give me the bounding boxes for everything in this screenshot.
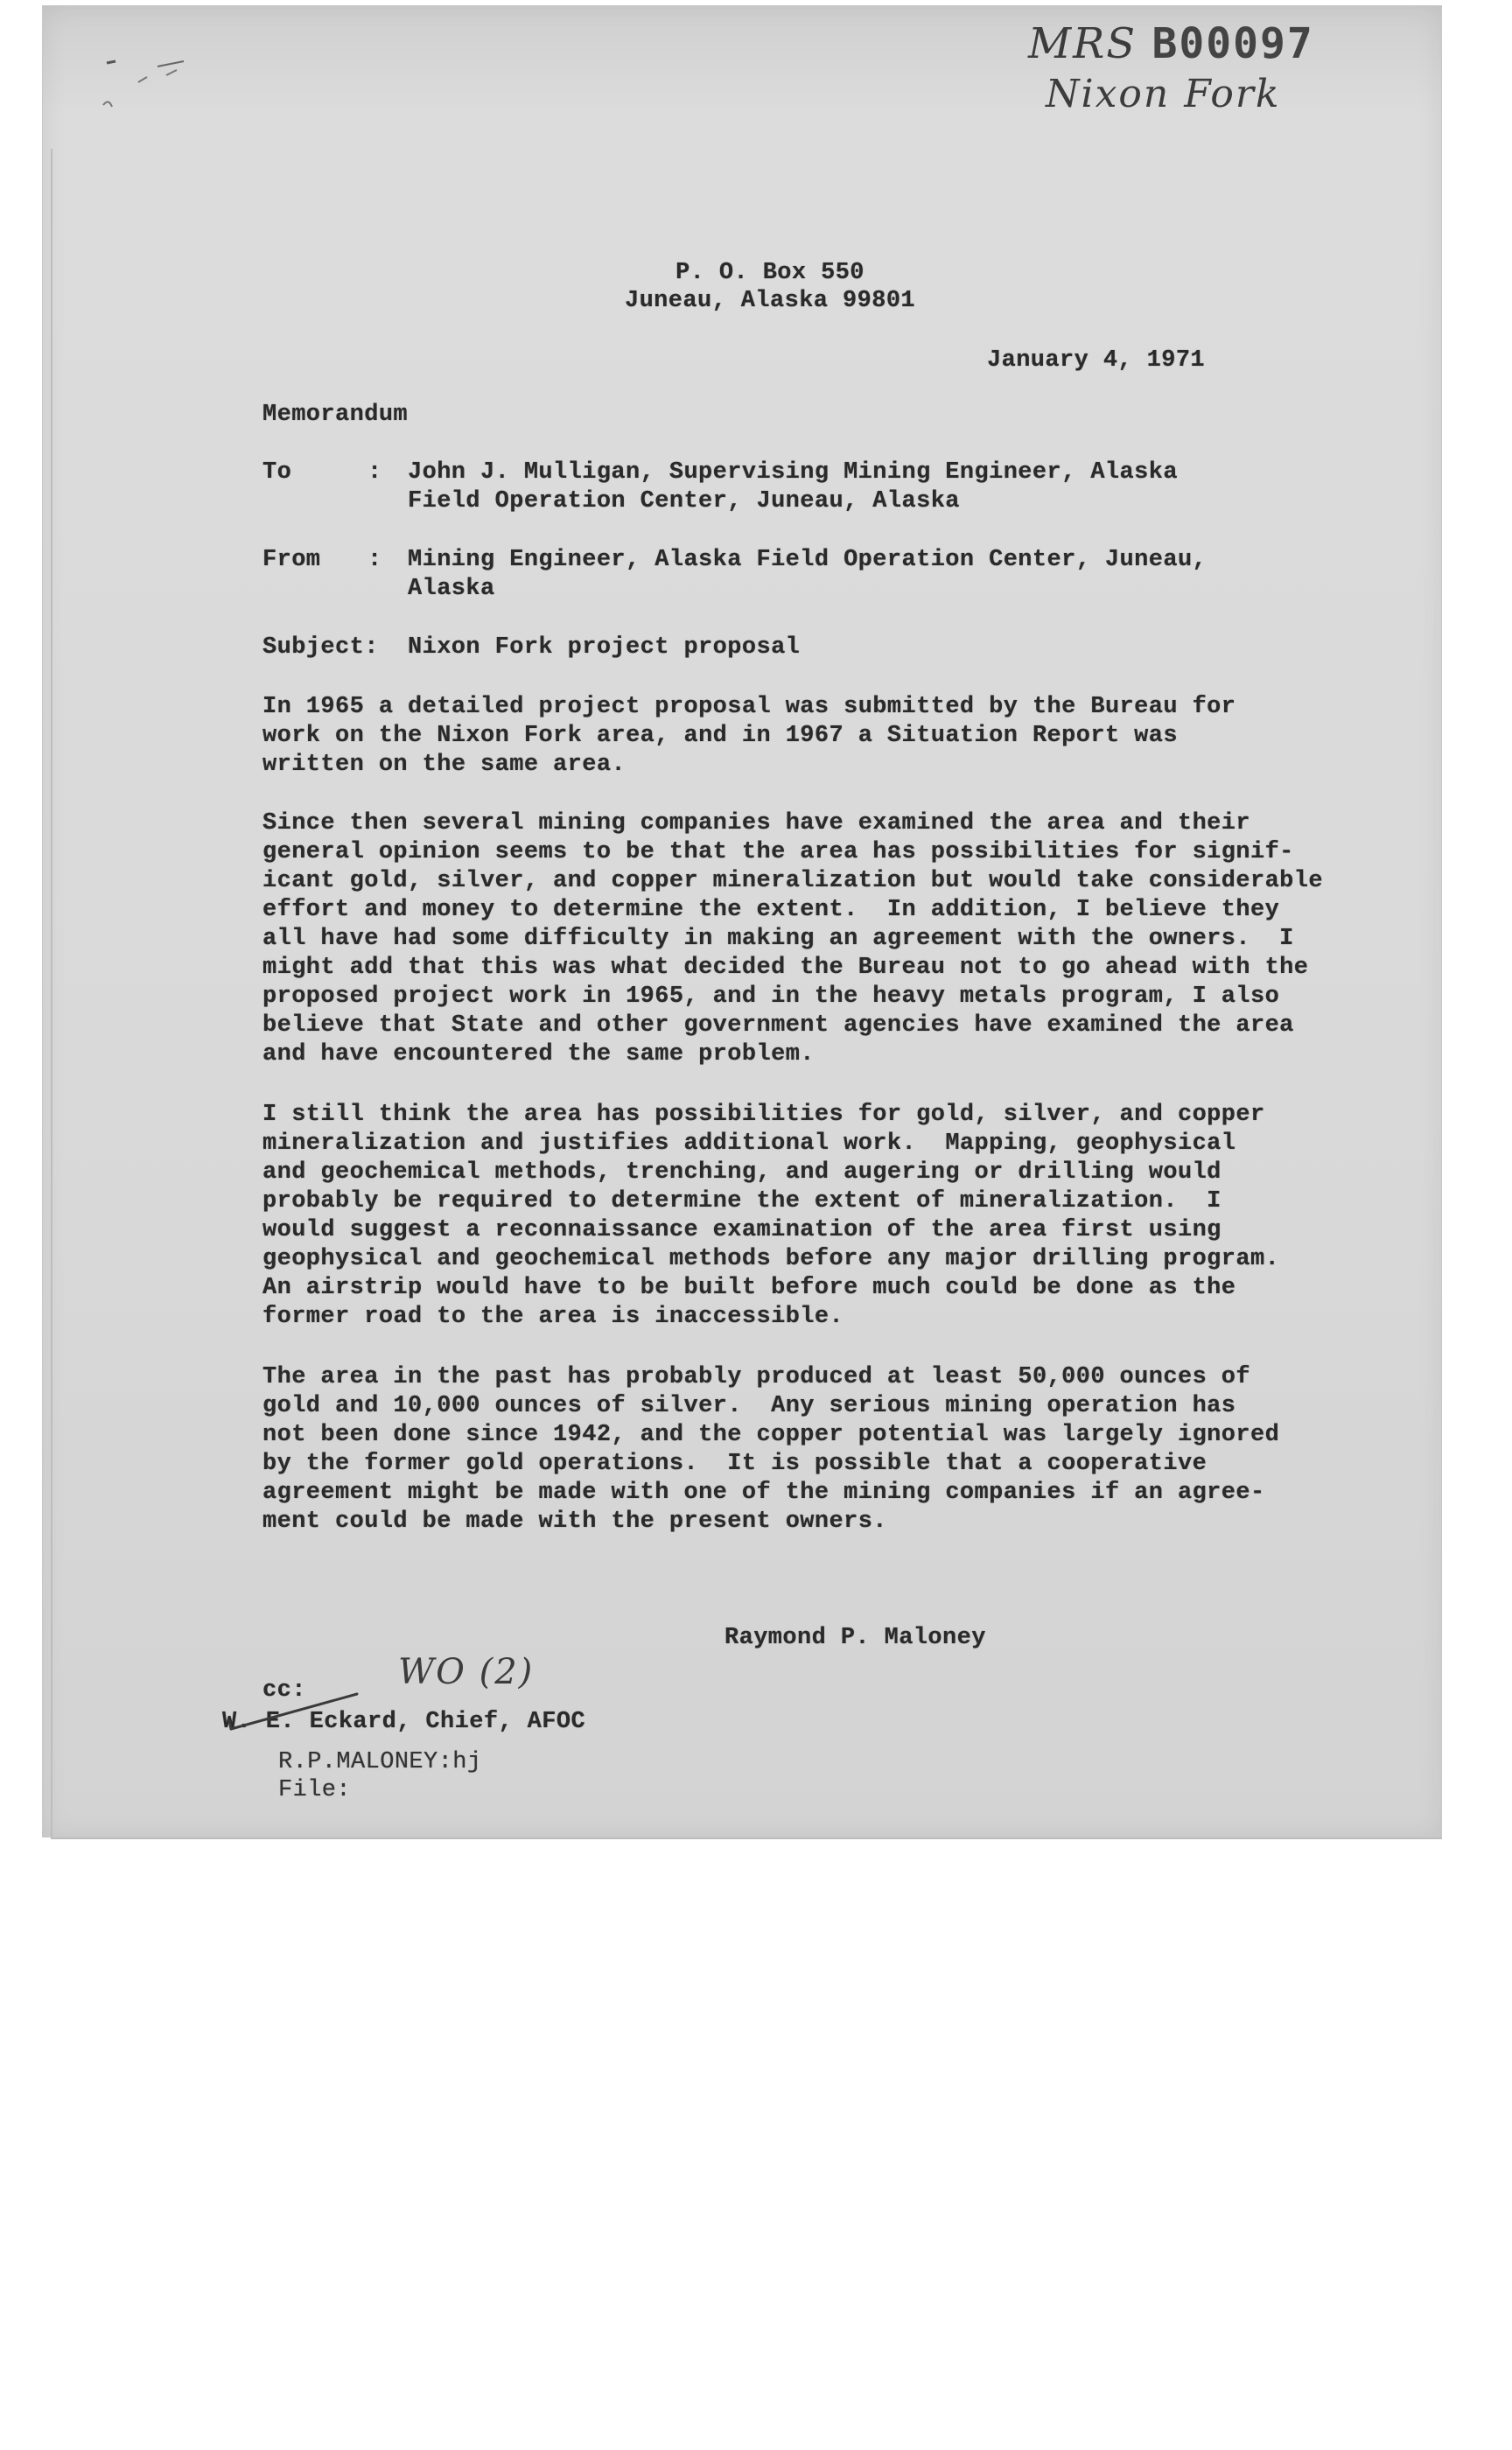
memo-date: January 4, 1971 [987,347,1206,374]
signature-name: Raymond P. Maloney [724,1625,986,1651]
to-line-2: Field Operation Center, Juneau, Alaska [408,488,960,514]
paragraph-3-line-7: An airstrip would have to be built before much could be done as the [262,1275,1236,1301]
letterhead-line-2: Juneau, Alaska 99801 [624,288,916,314]
subject-text: Nixon Fork project proposal [408,634,801,661]
cc-label: cc: [262,1677,306,1704]
from-line-1: Mining Engineer, Alaska Field Operation Center, Juneau, [408,547,1208,573]
paragraph-2-line-6: might add that this was what decided the Bureau not to go ahead with the [262,955,1309,981]
paragraph-4-line-3: not been done since 1942, and the copper potential was largely ignored [262,1422,1280,1448]
handwritten-code-prefix: MRS [1028,19,1138,68]
paragraph-2-line-9: and have encountered the same problem. [262,1041,815,1068]
paragraph-4-line-2: gold and 10,000 ounces of silver. Any serious mining operation has [262,1393,1236,1419]
from-line-2: Alaska [408,576,495,602]
memo-label: Memorandum [262,402,409,428]
paragraph-1-line-2: work on the Nixon Fork area, and in 1967 a Situation Report was [262,723,1178,749]
paragraph-3-line-6: geophysical and geochemical methods before any major drilling program. [262,1246,1280,1272]
to-colon: : [368,459,382,486]
paragraph-3-line-5: would suggest a reconnaissance examination of the area first using [262,1217,1222,1243]
paragraph-2-line-1: Since then several mining companies have examined the area and their [262,810,1250,836]
to-line-1: John J. Mulligan, Supervising Mining Engineer, Alaska [408,459,1178,486]
paragraph-4-line-1: The area in the past has probably produced at least 50,000 ounces of [262,1364,1250,1390]
typist-initials: R.P.MALONEY:hj [278,1749,482,1775]
paragraph-2-line-2: general opinion seems to be that the area has possibilities for signif- [262,839,1294,865]
paragraph-2-line-8: believe that State and other government agencies have examined the area [262,1012,1294,1039]
paragraph-2-line-5: all have had some difficulty in making an agreement with the owners. I [262,926,1294,952]
paragraph-2-line-4: effort and money to determine the extent. In addition, I believe they [262,897,1280,923]
stray-pen-marks [96,44,201,122]
paragraph-3-line-1: I still think the area has possibilities for gold, silver, and copper [262,1102,1265,1128]
paragraph-3-line-2: mineralization and justifies additional work. Mapping, geophysical [262,1130,1236,1157]
file-label: File: [278,1777,352,1803]
paragraph-3-line-3: and geochemical methods, trenching, and augering or drilling would [262,1159,1222,1186]
subject-label: Subject: [262,634,379,661]
handwritten-place-name: Nixon Fork [1046,72,1281,116]
paragraph-1-line-1: In 1965 a detailed project proposal was submitted by the Bureau for [262,694,1236,720]
paragraph-3-line-4: probably be required to determine the extent of mineralization. I [262,1188,1222,1214]
to-label: To [262,459,292,486]
from-colon: : [368,547,382,573]
paragraph-2-line-7: proposed project work in 1965, and in the heavy metals program, I also [262,984,1280,1010]
from-label: From [262,547,321,573]
paragraph-4-line-4: by the former gold operations. It is possible that a cooperative [262,1451,1208,1477]
paragraph-4-line-6: ment could be made with the present owners. [262,1508,887,1535]
handwritten-cc-note: WO (2) [398,1652,535,1692]
paragraph-2-line-3: icant gold, silver, and copper mineralization but would take considerable [262,868,1323,894]
handwritten-file-code [1028,19,1314,68]
paragraph-1-line-3: written on the same area. [262,752,626,778]
handwritten-strikethrough-mark [226,1689,366,1741]
cc-recipient: W. E. Eckard, Chief, AFOC [222,1709,586,1735]
paragraph-4-line-5: agreement might be made with one of the mining companies if an agree- [262,1480,1265,1506]
paragraph-3-line-8: former road to the area is inaccessible. [262,1304,844,1330]
letterhead-line-1: P. O. Box 550 [676,260,864,286]
handwritten-code-number: B00097 [1152,19,1314,68]
